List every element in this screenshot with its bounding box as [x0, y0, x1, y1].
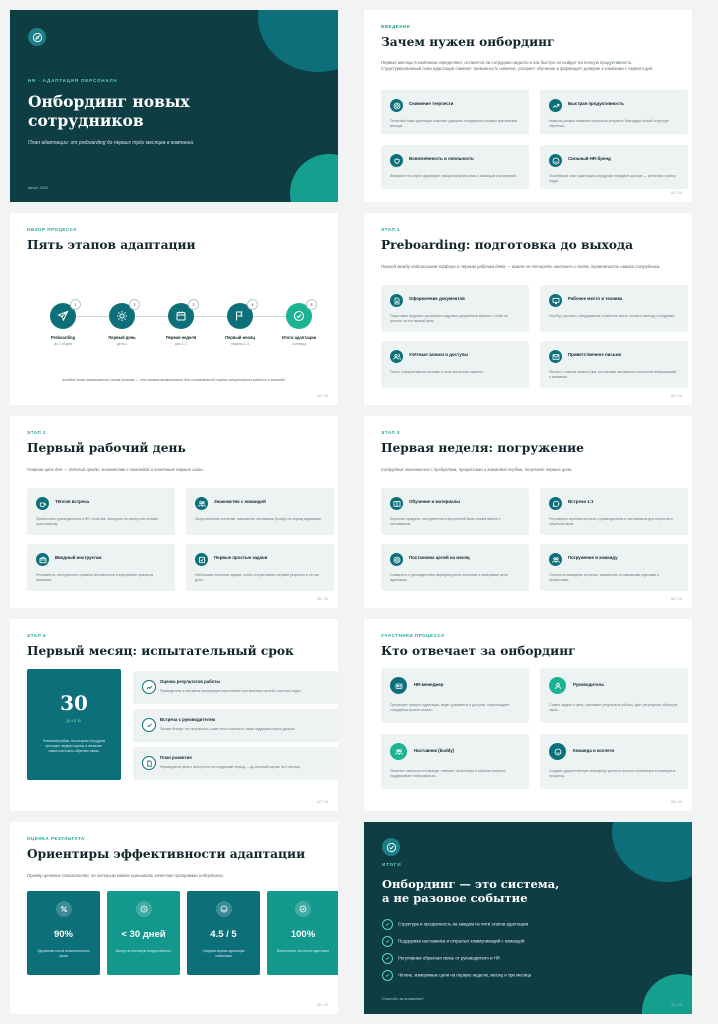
section-tag: ЭТАП 3 — [381, 430, 401, 435]
check-icon — [286, 303, 312, 329]
card-title: Сильный HR-бренд — [568, 156, 611, 161]
section-tag: ЭТАП 1 — [381, 227, 401, 232]
card-title: Оформление документов — [409, 296, 465, 301]
stage-card — [381, 341, 529, 388]
benefit-card — [540, 90, 688, 134]
card-title: Руководитель — [573, 682, 605, 687]
milestone-card — [133, 709, 338, 742]
slide-lead: Главная цель дня — тёплый приём, знакомство с командой и понятные первые шаги. — [27, 467, 204, 472]
decor-circle-top — [612, 822, 692, 882]
target-icon — [390, 99, 403, 112]
card-desc: Ноутбук, доступы, оборудование и рабочее место готовы к приходу сотрудника. — [549, 314, 676, 318]
card-desc: Новичок раньше начинает приносить результат благодаря чёткой структуре обучения. — [549, 119, 669, 128]
page-number: 06 / 10 — [671, 597, 682, 601]
bullet-text: Поддержка наставника и открытых коммуникаций с командой — [398, 938, 525, 944]
check-icon — [382, 936, 393, 947]
stage-card — [540, 341, 688, 388]
benefit-card — [381, 90, 529, 134]
summary-bullet — [382, 953, 500, 964]
card-desc: Почта, корпоративные системы и чаты настроены заранее. — [390, 370, 484, 374]
step-first-month — [210, 303, 270, 346]
slide-lead: Пример целевых показателей, по которым можно оценивать качество программы онбординга. — [27, 873, 224, 878]
target-icon — [390, 553, 403, 566]
card-desc: Ставит задачи и цели, оценивает результаты работы, даёт регулярную обратную связь. — [549, 703, 678, 712]
cover-title-line1: Онбординг новых — [28, 92, 190, 111]
step-first-week — [151, 303, 211, 346]
section-tag: ОЦЕНКА РЕЗУЛЬТАТА — [27, 836, 85, 841]
kpi-value: 90% — [53, 929, 73, 940]
card-desc: Создают дружественную атмосферу, делятся опытом и вовлекают в командные процессы. — [549, 769, 676, 778]
benefit-card — [381, 145, 529, 189]
users-icon — [390, 350, 403, 363]
slide-intro — [364, 10, 692, 202]
kpi-card — [187, 891, 260, 975]
stage-card — [381, 544, 529, 591]
final-title — [382, 877, 559, 905]
slide-cover — [10, 10, 338, 202]
overview-note: Каждый этап завершается своим итогом — это первая возможность для сознательной оценки результатов работы в команде. — [62, 378, 286, 382]
bullet-text: Структура и прозрачность на каждом из пяти этапов адаптации — [398, 921, 529, 927]
step-label: Preboarding — [50, 335, 76, 340]
stage-card — [27, 488, 175, 535]
card-title: Наставник (buddy) — [414, 748, 455, 753]
kpi-desc: Удержание после испытательного срока — [37, 949, 90, 958]
kpi-value: 4.5 / 5 — [210, 929, 237, 940]
card-desc: Понятный план адаптации помогает удержать сотрудника в первые критические месяцы. — [390, 119, 518, 128]
slide-lead: Первые месяцы в компании определяют, останется ли сотрудник надолго и как быстро он выйдет на полную продуктивность. Структурированный план адаптации снижает тревожность новичка, ускоряет обучение и формирует доверие к компании с первого дня. — [381, 60, 654, 71]
check-icon — [382, 919, 393, 930]
heart-icon — [390, 154, 403, 167]
big-number-unit: ДНЕЙ — [66, 718, 82, 723]
card-desc: Участие в командных встречах, знакомство со смежными отделами и процессами. — [549, 573, 659, 582]
step-label: Первый день — [108, 335, 136, 340]
slide-stage4 — [10, 619, 338, 811]
step-preboarding — [33, 303, 93, 346]
card-title: HR-менеджер — [414, 682, 444, 687]
big-number-card — [27, 669, 121, 780]
role-card — [540, 668, 688, 723]
slide-title: Preboarding: подготовка до выхода — [381, 238, 634, 252]
mail-icon — [549, 350, 562, 363]
kpi-desc: Выход на плановую продуктивность — [115, 949, 172, 953]
card-desc: Совместно с руководителем формулируются понятные и измеримые цели адаптации. — [390, 573, 508, 582]
step-label: Первый месяц — [225, 335, 255, 340]
calendar-icon — [168, 303, 194, 329]
book-icon — [390, 497, 403, 510]
card-desc: Позитивный опыт адаптации сотрудники передают дальше — коллегам и рынку труда. — [549, 174, 676, 183]
cover-tag: HR · АДАПТАЦИЯ ПЕРСОНАЛА — [28, 78, 118, 83]
card-title: Приветственное письмо — [568, 352, 622, 357]
step-desc: до 1-го дня — [54, 342, 72, 346]
badge-icon — [390, 677, 407, 694]
stage-card — [186, 544, 334, 591]
card-title: Встреча с руководителем — [160, 717, 216, 722]
decor-circle-top — [258, 10, 338, 72]
monitor-icon — [549, 294, 562, 307]
card-title: Тёплая встреча — [55, 499, 89, 504]
kpi-card — [107, 891, 180, 975]
card-title: Команда и коллеги — [573, 748, 615, 753]
kpi-desc: Средняя оценка адаптации новичками — [202, 949, 245, 958]
slide-title: Первый месяц: испытательный срок — [27, 644, 294, 658]
step-number: 3 — [188, 299, 199, 310]
page-number: 10 / 10 — [671, 1003, 682, 1007]
step-number: 2 — [129, 299, 140, 310]
summary-bullet — [382, 936, 524, 947]
card-desc: Регламенты, инструменты, правила безопасности и внутренние процессы компании. — [36, 573, 154, 582]
chat-icon — [549, 497, 562, 510]
kpi-value: 100% — [290, 929, 316, 940]
sun-icon — [109, 303, 135, 329]
edit-icon — [195, 553, 208, 566]
slide-roles — [364, 619, 692, 811]
final-title-line1: Онбординг — это система, — [382, 877, 560, 891]
step-results — [269, 303, 329, 346]
section-tag: ЭТАП 2 — [27, 430, 47, 435]
stage-card — [27, 544, 175, 591]
card-desc: Регулярные короткие встречи с руководителем и наставником для вопросов и обратной связи. — [549, 517, 673, 526]
slide-final — [364, 822, 692, 1014]
card-title: Вводный инструктаж — [55, 555, 102, 560]
stage-card — [540, 544, 688, 591]
page-number: 04 / 10 — [671, 394, 682, 398]
page-number: 03 / 10 — [317, 394, 328, 398]
trend-icon — [142, 680, 156, 694]
step-label: Первая неделя — [165, 335, 197, 340]
check-icon — [295, 901, 311, 917]
card-desc: Изучение продукта, инструментов и внутренней базы знаний вместе с наставником. — [390, 517, 501, 526]
slide-overview — [10, 213, 338, 405]
card-title: Погружение в команду — [568, 555, 618, 560]
card-title: Учётные записи и доступы — [409, 352, 469, 357]
stage-card — [381, 285, 529, 332]
kpi-card — [267, 891, 338, 975]
step-desc: дни 2–7 — [174, 342, 188, 346]
people-icon — [549, 553, 562, 566]
step-first-day — [92, 303, 152, 346]
cover-title — [28, 92, 190, 130]
card-desc: Организует процесс адаптации, ведёт документы и доступы, сопровождает сотрудника на всех этапах. — [390, 703, 510, 712]
card-desc: Подготовка трудового договора и кадровых документов заранее, чтобы не тратить на это первый день. — [390, 314, 508, 323]
cover-title-line2: сотрудников — [28, 111, 144, 130]
check-icon — [142, 718, 156, 732]
kpi-desc: Выполнение чек-листа адаптации — [276, 949, 330, 953]
card-title: План развития — [160, 755, 192, 760]
smile-icon — [216, 901, 232, 917]
people-icon — [195, 497, 208, 510]
summary-bullet — [382, 970, 531, 981]
document-icon — [142, 756, 156, 770]
slide-title: Ориентиры эффективности адаптации — [27, 847, 306, 861]
slide-lead: Сотрудник знакомится с продуктом, процессами и командой глубже, получает первые цели. — [381, 467, 573, 472]
coffee-icon — [36, 497, 49, 510]
kpi-card — [27, 891, 100, 975]
stage-card — [186, 488, 334, 535]
section-tag: ВВЕДЕНИЕ — [381, 24, 411, 29]
card-desc: Небольшие понятные задачи, чтобы почувствовать первый результат в тот же день. — [195, 573, 319, 582]
check-icon — [382, 953, 393, 964]
card-desc: Письмо с планом первого дня, контактами наставника и полезной информацией о компании. — [549, 370, 677, 379]
card-desc: Представление коллегам, назначение наставника (buddy) на период адаптации. — [195, 517, 322, 521]
card-title: Обучение и материалы — [409, 499, 461, 504]
card-title: Постановка целей на месяц — [409, 555, 470, 560]
slide-title: Первый рабочий день — [27, 441, 186, 455]
trend-icon — [549, 99, 562, 112]
decor-circle-bottom — [290, 154, 338, 202]
kpi-value: < 30 дней — [121, 929, 166, 940]
step-label: Итоги адаптации — [281, 335, 317, 340]
slide-stage1 — [364, 213, 692, 405]
page-number: 02 / 10 — [671, 191, 682, 195]
card-title: Знакомство с командой — [214, 499, 266, 504]
page-number: 07 / 10 — [317, 800, 328, 804]
cover-date: Август 2024 — [28, 186, 48, 190]
role-card — [540, 734, 688, 789]
card-title: Быстрая продуктивность — [568, 101, 624, 106]
step-desc: 3 месяца — [291, 342, 307, 346]
role-card — [381, 668, 529, 723]
cover-subtitle: План адаптации: от preboarding до первых трёх месяцев в компании — [28, 140, 194, 146]
benefit-card — [540, 145, 688, 189]
milestone-card — [133, 671, 338, 704]
document-icon — [390, 294, 403, 307]
card-desc: Руководитель и наставник анализируют выполнение поставленных целей и качество задач. — [160, 689, 302, 693]
slide-stage3 — [364, 416, 692, 608]
card-title: Рабочее место и техника — [568, 296, 623, 301]
send-icon — [50, 303, 76, 329]
slide-stage2 — [10, 416, 338, 608]
bullet-text: Чёткие, измеримые цели на первую неделю, месяц и три месяца — [398, 972, 532, 978]
slide-title: Пять этапов адаптации — [27, 238, 196, 252]
milestone-card — [133, 747, 338, 780]
stage-card — [381, 488, 529, 535]
decor-circle-bottom — [642, 974, 692, 1014]
card-desc: Приветствие руководителем и HR, small talk, экскурсия по офису или онлайн-пространству. — [36, 517, 159, 526]
stage-card — [540, 488, 688, 535]
slide-title: Кто отвечает за онбординг — [381, 644, 576, 658]
card-title: Оценка результатов работы — [160, 679, 221, 684]
step-desc: недели 2–4 — [231, 342, 249, 346]
page-number: 09 / 10 — [317, 1003, 328, 1007]
page-number: 05 / 10 — [317, 597, 328, 601]
card-desc: Формируются цели и зоны роста на следующий период — до итоговой оценки на 3 месяца. — [160, 765, 301, 769]
slide-title: Первая неделя: погружение — [381, 441, 584, 455]
slide-kpi — [10, 822, 338, 1014]
step-number: 4 — [247, 299, 258, 310]
card-desc: Помогает освоиться в команде, отвечает на бытовые и рабочие вопросы, поддерживает неформально. — [390, 769, 507, 778]
card-desc: Личная беседа: что получилось, какие есть сложности, какая поддержка нужна дальше. — [160, 727, 296, 731]
section-tag: ИТОГИ — [382, 862, 402, 867]
card-title: Снижение текучести — [409, 101, 454, 106]
briefcase-icon — [36, 553, 49, 566]
card-title: Вовлечённость и лояльность — [409, 156, 474, 161]
percent-icon — [56, 901, 72, 917]
card-title: Встречи 1:1 — [568, 499, 594, 504]
section-tag: ЭТАП 4 — [27, 633, 47, 638]
user-icon — [549, 677, 566, 694]
card-desc: Внимание на старте формирует эмоциональную связь с командой и компанией. — [390, 174, 517, 178]
big-number: 30 — [60, 691, 88, 715]
stage-card — [540, 285, 688, 332]
step-number: 1 — [70, 299, 81, 310]
big-number-desc: Ключевой рубеж, на котором сотрудник проходит первую оценку и начинает самостоятельно обретать связь. — [42, 739, 106, 753]
thanks-text: Спасибо за внимание! — [382, 996, 424, 1001]
card-title: Первые простые задачи — [214, 555, 268, 560]
check-icon — [382, 838, 400, 856]
smile-icon — [549, 154, 562, 167]
page-number: 08 / 10 — [671, 800, 682, 804]
slide-lead: Период между подписанием оффера и первым рабочим днём — важно не потерять контакт и снять тревожность нового сотрудника. — [381, 264, 661, 269]
smile-icon — [549, 743, 566, 760]
step-number: 5 — [306, 299, 317, 310]
summary-bullet — [382, 919, 528, 930]
bullet-text: Регулярная обратная связь от руководителя и HR — [398, 955, 500, 961]
section-tag: ОБЗОР ПРОЦЕССА — [27, 227, 78, 232]
step-desc: день 1 — [116, 342, 128, 346]
flag-icon — [227, 303, 253, 329]
section-tag: УЧАСТНИКИ ПРОЦЕССА — [381, 633, 445, 638]
people-icon — [390, 743, 407, 760]
role-card — [381, 734, 529, 789]
slide-title: Зачем нужен онбординг — [381, 35, 555, 49]
clock-icon — [136, 901, 152, 917]
check-icon — [382, 970, 393, 981]
compass-icon — [28, 28, 46, 46]
final-title-line2: а не разовое событие — [382, 891, 528, 905]
